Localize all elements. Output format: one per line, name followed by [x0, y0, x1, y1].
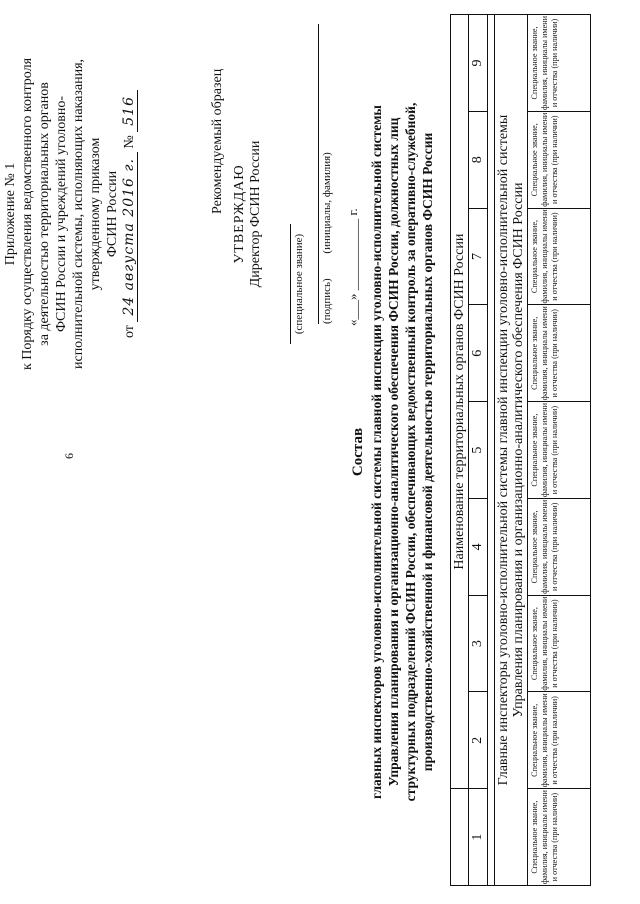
approve-heading: УТВЕРЖДАЮ	[232, 164, 247, 264]
table-cell: Специальное звание, фамилия, инициалы имени и отчества (при наличии)	[528, 402, 591, 499]
order-date-handwritten: 24 августа 2016 г.	[121, 152, 138, 321]
column-number: 4	[469, 498, 488, 595]
column-number: 9	[469, 15, 488, 112]
appendix-line: ФСИН России	[105, 170, 120, 258]
table-spacer-row	[488, 15, 495, 886]
table-header-corner	[451, 789, 469, 886]
title-main: Состав	[350, 427, 366, 477]
column-number: 1	[469, 789, 488, 886]
signature-line	[318, 24, 333, 324]
order-prefix: от	[122, 325, 137, 339]
approval-date-line: «___» ___________ г.	[345, 208, 360, 326]
signature-caption: (подпись)	[321, 278, 333, 324]
rank-caption: (специальное звание)	[290, 224, 305, 344]
table-cell: Специальное звание, фамилия, инициалы имени и отчества (при наличии)	[528, 692, 591, 789]
appendix-line: ФСИН России и учреждений уголовно-	[54, 96, 69, 333]
table-section-heading	[495, 15, 528, 886]
column-number: 7	[469, 208, 488, 305]
table-cell: Специальное звание, фамилия, инициалы имени и отчества (при наличии)	[528, 111, 591, 208]
recommended-sample-label: Рекомендуемый образец	[210, 68, 225, 214]
title-line: производственно-хозяйственной и финансовой деятельностью территориальных органов ФСИН России	[420, 132, 435, 772]
title-line: главных инспекторов уголовно-исполнительной системы главной инспекции уголовно-исполнительной системы	[369, 105, 384, 799]
title-line: Управления планирования и организационно-аналитического обеспечения ФСИН России, должностных лиц	[386, 117, 401, 787]
table-cell: Специальное звание, фамилия, инициалы имени и отчества (при наличии)	[528, 15, 591, 112]
order-number-handwritten: 516	[121, 90, 138, 132]
appendix-title: Приложение № 1	[3, 162, 18, 266]
table-cell: Специальное звание, фамилия, инициалы имени и отчества (при наличии)	[528, 498, 591, 595]
approval-block	[226, 44, 264, 384]
appendix-line: за деятельностью территориальных органов	[37, 82, 52, 346]
appendix-line: утвержденному приказом	[88, 137, 103, 291]
table-cell: Специальное звание, фамилия, инициалы имени и отчества (при наличии)	[528, 208, 591, 305]
composition-table	[450, 14, 591, 886]
page-number: 6	[62, 453, 76, 459]
title-line: структурных подразделений ФСИН России, обеспечивающих ведомственный контроль за оперативно-служебной,	[403, 102, 418, 802]
order-line	[121, 24, 138, 404]
approver-position: Директор ФСИН России	[248, 140, 263, 288]
table-cell: Специальное звание, фамилия, инициалы имени и отчества (при наличии)	[528, 789, 591, 886]
column-number: 5	[469, 402, 488, 499]
table-cell: Специальное звание, фамилия, инициалы имени и отчества (при наличии)	[528, 595, 591, 692]
column-number: 3	[469, 595, 488, 692]
column-number: 2	[469, 692, 488, 789]
order-number-label: №	[122, 135, 137, 149]
appendix-block	[2, 24, 138, 404]
table-cell: Специальное звание, фамилия, инициалы имени и отчества (при наличии)	[528, 305, 591, 402]
section-line: Управления планирования и организационно-аналитического обеспечения ФСИН России	[511, 182, 526, 718]
column-number: 6	[469, 305, 488, 402]
appendix-line: исполнительной системы, исполняющих наказания,	[71, 58, 86, 370]
appendix-line: к Порядку осуществления ведомственного контроля	[20, 57, 35, 371]
section-line: Главные инспекторы уголовно-исполнительной системы главной инспекции уголовно-исполнительной системы	[496, 114, 511, 786]
table-header-span: Наименование территориальных органов ФСИН России	[451, 15, 469, 789]
document-title	[350, 10, 436, 894]
name-caption: (инициалы, фамилия)	[321, 152, 333, 254]
column-number: 8	[469, 111, 488, 208]
